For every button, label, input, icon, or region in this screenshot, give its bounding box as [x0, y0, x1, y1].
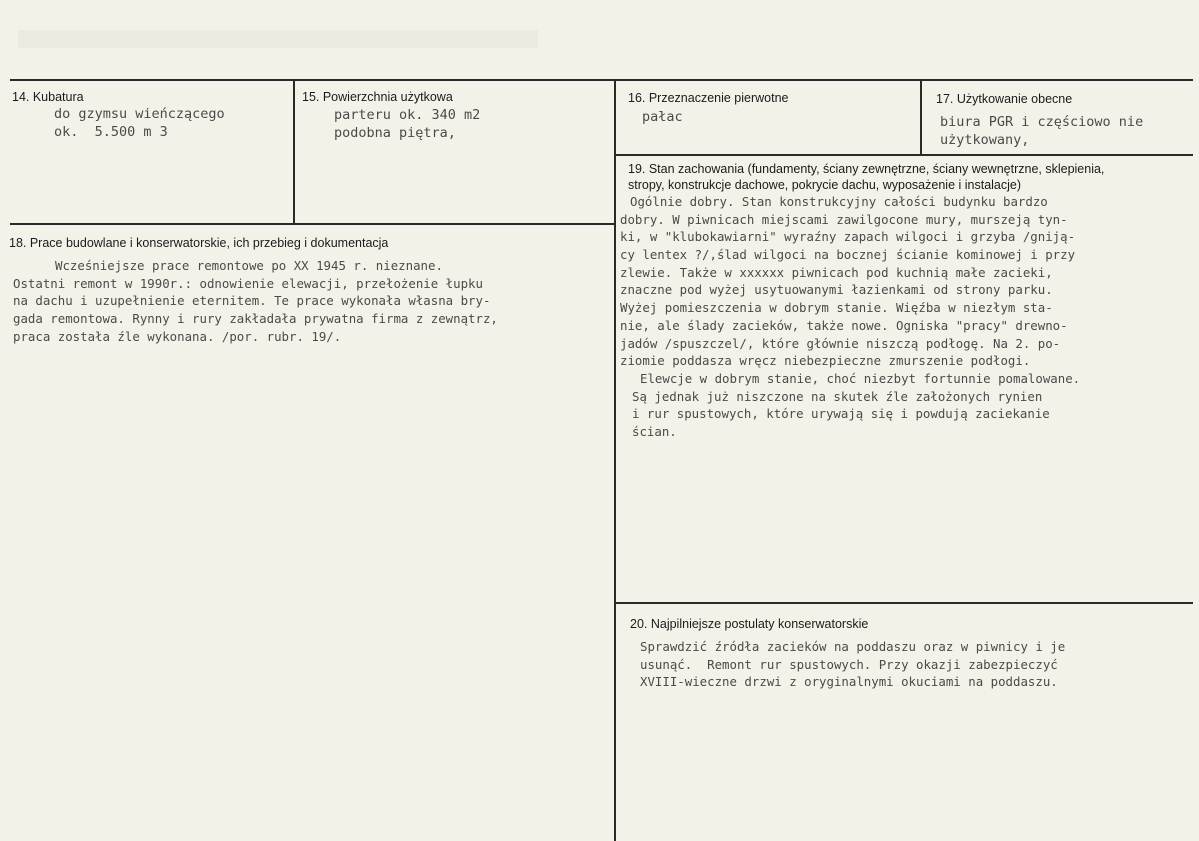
text-line: Ogólnie dobry. Stan konstrukcyjny całości budynku bardzo	[630, 194, 1048, 209]
section-18-text	[13, 257, 498, 345]
section-14-text	[54, 106, 225, 141]
section-17-text	[940, 114, 1143, 149]
text-line: ścian.	[632, 423, 677, 439]
text-line: zlewie. Także w xxxxxx piwnicach pod kuchnią małe zacieki,	[620, 264, 1053, 280]
text-line: podobna piętra,	[334, 124, 456, 141]
text-line: gada remontowa. Rynny i rury zakładała prywatna firma z zewnątrz,	[13, 311, 498, 327]
rule-top	[10, 79, 1193, 81]
text-line: na dachu i uzupełnienie eternitem. Te prace wykonała własna bry-	[13, 293, 491, 309]
section-19-text	[620, 193, 1080, 441]
text-line: dobry. W piwnicach miejscami zawilgocone mury, murszeją tyn-	[620, 211, 1068, 227]
text-line: cy lentex ?/,ślad wilgoci na bocznej ścianie kominowej i przy	[620, 247, 1076, 263]
text-line: pałac	[642, 109, 683, 125]
text-line: Ostatni remont w 1990r.: odnowienie elewacji, przełożenie łupku	[13, 275, 483, 291]
text-line: i rur spustowych, które urywają się i powdują zaciekanie	[632, 406, 1050, 422]
text-line: ki, w "klubokawiarni" wyraźny zapach wilgoci i grzyba /gniją-	[620, 229, 1076, 245]
text-line: Są jednak już niszczone na skutek źle założonych rynien	[632, 388, 1043, 404]
text-line: Wyżej pomieszczenia w dobrym stanie. Więźba w niezłym sta-	[620, 300, 1053, 316]
section-17-label: 17. Użytkowanie obecne	[936, 92, 1073, 106]
section-15-label: 15. Powierzchnia użytkowa	[302, 90, 453, 104]
rule-v-14-15	[293, 79, 295, 224]
text-line: parteru ok. 340 m2	[334, 107, 481, 123]
section-14-label: 14. Kubatura	[12, 90, 84, 104]
text-line: XVIII-wieczne drzwi z oryginalnymi okuciami na poddaszu.	[640, 674, 1058, 690]
section-16-label: 16. Przeznaczenie pierwotne	[628, 91, 789, 105]
text-line: ziomie poddasza wręcz niebezpieczne zmurszenie podłogi.	[620, 353, 1031, 369]
rule-right-row2	[616, 602, 1193, 604]
section-20-text	[640, 638, 1065, 691]
section-20-label: 20. Najpilniejsze postulaty konserwatorskie	[630, 617, 869, 631]
rule-left-mid	[10, 223, 616, 225]
section-18-label: 18. Prace budowlane i konserwatorskie, ich przebieg i dokumentacja	[9, 236, 389, 250]
text-line: nie, ale ślady zacieków, także nowe. Ogniska "pracy" drewno-	[620, 317, 1068, 333]
text-line: biura PGR i częściowo nie	[940, 114, 1144, 130]
section-16-text	[642, 109, 683, 127]
section-15-text	[334, 107, 480, 142]
text-line: znaczne pod wyżej usytuowanymi łazienkami od strony parku.	[620, 282, 1053, 298]
rule-right-row1	[616, 154, 1193, 156]
bleed-through-shadow	[18, 30, 538, 48]
text-line: Sprawdzić źródła zacieków na poddaszu oraz w piwnicy i je	[640, 639, 1066, 654]
text-line: praca została źle wykonana. /por. rubr. 19/.	[13, 328, 342, 344]
text-line: ok. 5.500 m 3	[54, 123, 168, 140]
text-line: usunąć. Remont rur spustowych. Przy okazji zabezpieczyć	[640, 656, 1058, 672]
section-19-label: 19. Stan zachowania (fundamenty, ściany zewnętrzne, ściany wewnętrzne, sklepienia, stropy, konstrukcje dachowe, pokrycie dachu, wyposażenie i instalacje)	[628, 162, 1105, 192]
text-line: Wcześniejsze prace remontowe po XX 1945 r. nieznane.	[55, 258, 443, 273]
rule-v-16-17	[920, 79, 922, 155]
text-line: jadów /spuszczel/, które głównie niszczą podłogę. Na 2. po-	[620, 335, 1061, 351]
text-line: użytkowany,	[940, 131, 1030, 148]
text-line: do gzymsu wieńczącego	[54, 106, 225, 122]
rule-v-center	[614, 79, 616, 841]
text-line: Elewcje w dobrym stanie, choć niezbyt fortunnie pomalowane.	[640, 370, 1081, 386]
